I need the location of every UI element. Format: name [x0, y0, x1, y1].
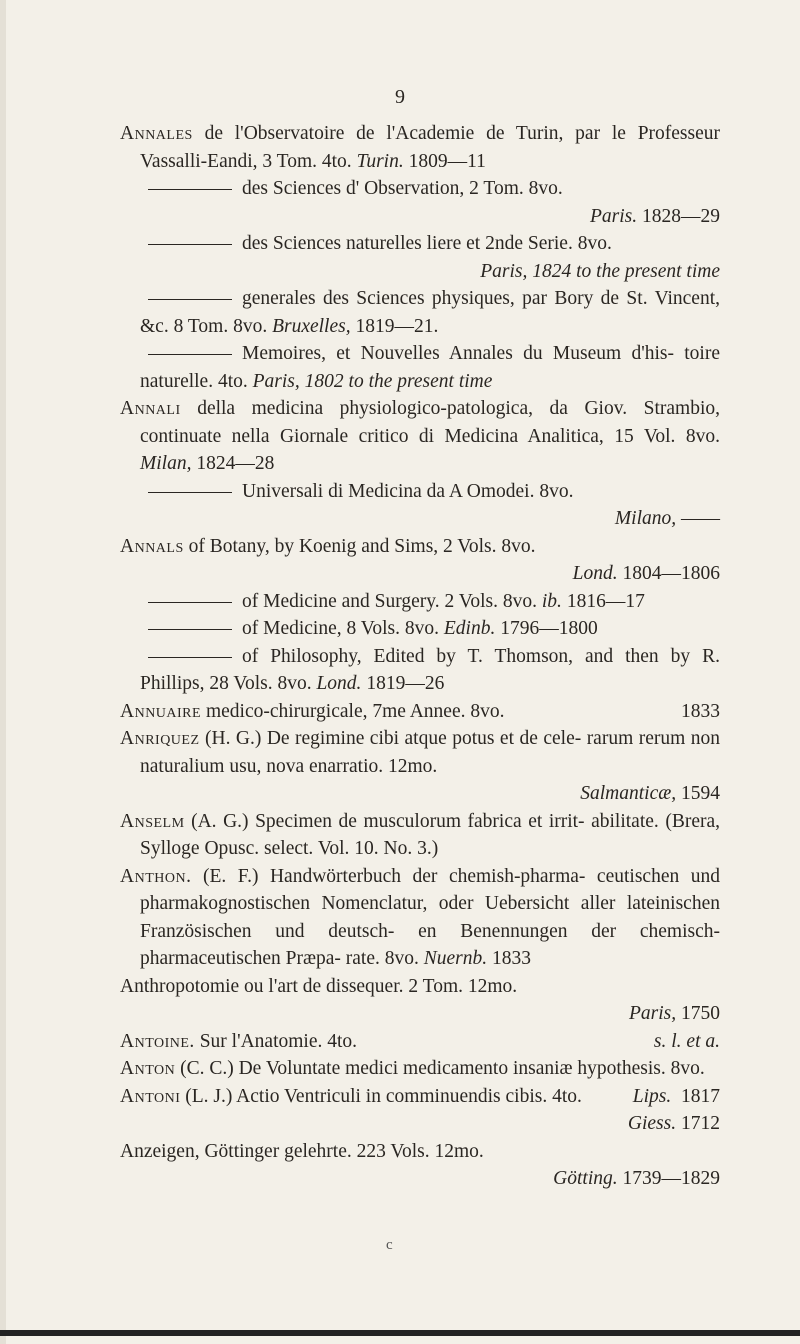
- entry-date: 1796—1800: [500, 618, 598, 639]
- entry-text: (E. F.) Handwörterbuch der chemish-pharma- ceutischen und pharmakognostischen Nomenclatur, oder Uebersicht aller lateinischen Französischen und deutsch- en Benennungen der chemisch-pharmaceutischen Præpa- rate. 8vo.: [140, 865, 720, 969]
- entry-date: 1712: [681, 1113, 720, 1134]
- entry-place: Lond.: [572, 563, 618, 584]
- ditto-dash: [148, 244, 232, 245]
- entry-date: 1817: [681, 1085, 720, 1107]
- entry-text: des Sciences naturelles liere et 2nde Serie. 8vo.: [242, 233, 612, 254]
- ditto-dash: [148, 492, 232, 493]
- entry-annuaire: [120, 698, 720, 726]
- entry-text: of Philosophy, Edited by T. Thomson, and then by R. Phillips, 28 Vols. 8vo.: [140, 645, 720, 694]
- entry-place: Salmanticæ,: [580, 783, 677, 804]
- entry-heading: Annali: [120, 398, 181, 419]
- entry-heading: Annales: [120, 123, 193, 144]
- entry-date: 1816—17: [566, 590, 645, 612]
- bottom-page-edge: [0, 1330, 800, 1336]
- entry-heading: Anriquez: [120, 728, 200, 749]
- entry-imprint: [140, 780, 720, 808]
- entry-heading: Antoine.: [120, 1030, 195, 1052]
- entry-date: 1824 to the present time: [532, 260, 720, 282]
- entry-heading: Anthropotomie: [120, 975, 240, 997]
- entry-text: of Medicine and Surgery. 2 Vols. 8vo.: [242, 590, 538, 612]
- entry-text: (L. J.) Actio Ventriculi in comminuendis cibis. 4to.: [185, 1085, 582, 1107]
- entry-text: (H. G.) De regimine cibi atque potus et de cele- rarum rerum non naturalium usu, nova enarratio. 12mo.: [140, 728, 720, 777]
- bibliography-list: [120, 120, 720, 1193]
- ditto-dash: [148, 299, 232, 300]
- entry-date: 1750: [681, 1003, 720, 1024]
- entry-imprint: [140, 560, 720, 588]
- entry-text: medico-chirurgicale, 7me Annee. 8vo.: [205, 700, 505, 722]
- entry-place: Paris.: [589, 205, 638, 227]
- entry-date: 1833: [681, 700, 720, 722]
- printer-signature-mark: c: [386, 1237, 393, 1253]
- entry-annali-universali: [120, 478, 720, 533]
- entry-date: 1828—29: [642, 205, 720, 227]
- entry-text: della medicina physiologico-patologica, da Giov. Strambio, continuate nella Giornale critico di Medicina Analitica, 15 Vol. 8vo.: [140, 398, 720, 447]
- entry-place: Giess.: [627, 1113, 677, 1134]
- entry-annali-medicina: [120, 395, 720, 478]
- entry-annales-memoires: [120, 340, 720, 395]
- entry-imprint: [140, 1000, 720, 1028]
- entry-heading: Anthon.: [120, 865, 192, 887]
- entry-place: Bruxelles,: [272, 315, 351, 337]
- entry-place: Lond.: [316, 673, 362, 694]
- entry-annals-philosophy: [120, 643, 720, 698]
- ditto-dash: [148, 629, 232, 630]
- entry-date: 1594: [681, 783, 720, 804]
- entry-text: de l'Observatoire de l'Academie de Turin, par le Professeur Vassalli-Eandi, 3 Tom. 4to.: [140, 123, 721, 172]
- entry-date: 1819—21.: [355, 315, 439, 337]
- entry-place: Götting.: [553, 1168, 618, 1189]
- entry-text: Sur l'Anatomie. 4to.: [199, 1030, 358, 1052]
- ditto-dash: [148, 657, 232, 658]
- entry-place: s. l. et a.: [653, 1030, 720, 1052]
- entry-text: des Sciences d' Observation, 2 Tom. 8vo.: [242, 178, 563, 199]
- entry-place: Paris,: [628, 1003, 677, 1024]
- entry-date: 1824—28: [196, 453, 275, 474]
- entry-date: 1809—11: [408, 150, 486, 172]
- entry-anselm: [120, 808, 720, 863]
- entry-text: ou l'art de dissequer. 2 Tom. 12mo.: [244, 975, 518, 997]
- entry-text: of Medicine, 8 Vols. 8vo.: [242, 618, 439, 639]
- entry-anthon: [120, 863, 720, 973]
- entry-imprint: [632, 1083, 720, 1111]
- entry-place: Turin.: [356, 150, 404, 172]
- entry-anzeigen: [120, 1138, 720, 1193]
- entry-text: Göttinger gelehrte. 223 Vols. 12mo.: [204, 1140, 484, 1162]
- entry-text: Universali di Medicina da A Omodei. 8vo.: [242, 480, 574, 502]
- page-number: 9: [395, 86, 405, 108]
- ditto-dash: [148, 189, 232, 190]
- entry-text: Memoires, et Nouvelles Annales du Museum d'his- toire naturelle. 4to.: [140, 343, 720, 392]
- entry-anriquez: [120, 725, 720, 808]
- entry-place: Paris,: [480, 260, 528, 282]
- entry-place: Milano,: [614, 508, 677, 529]
- entry-place: Lips.: [632, 1085, 672, 1107]
- entry-annals-botany: [120, 533, 720, 588]
- entry-date: 1802 to the present time: [304, 370, 493, 392]
- entry-anthropotomie: [120, 973, 720, 1028]
- ditto-dash: [148, 354, 232, 355]
- entry-annales-sciences-observation: [120, 175, 720, 230]
- entry-imprint: [140, 1110, 720, 1138]
- entry-antoni: [120, 1083, 720, 1138]
- entry-text: (A. G.) Specimen de musculorum fabrica et irrit- abilitate. (Brera, Sylloge Opusc. select. Vol. 10. No. 3.): [140, 810, 721, 859]
- entry-heading: Anzeigen,: [120, 1140, 200, 1162]
- entry-place: Paris,: [252, 370, 300, 392]
- entry-heading: Annals: [120, 535, 184, 557]
- entry-annales-generales: [120, 285, 720, 340]
- entry-annals-medicine: [120, 615, 720, 643]
- entry-date: ——: [681, 508, 720, 529]
- entry-place: ib.: [541, 590, 562, 612]
- entry-annales-sciences-naturelles: [120, 230, 720, 285]
- entry-date: 1833: [491, 948, 531, 969]
- entry-date: 1739—1829: [622, 1168, 720, 1189]
- entry-imprint: [140, 1165, 720, 1193]
- entry-text: generales des Sciences physiques, par Bory de St. Vincent, &c. 8 Tom. 8vo.: [140, 288, 720, 337]
- entry-imprint: [140, 505, 720, 533]
- entry-place: Nuernb.: [423, 948, 488, 969]
- entry-imprint: [140, 203, 720, 231]
- entry-text: of Botany, by Koenig and Sims, 2 Vols. 8vo.: [188, 535, 536, 557]
- entry-imprint: [140, 258, 720, 286]
- page-edge-shadow: [0, 0, 6, 1344]
- entry-date: 1819—26: [366, 673, 445, 694]
- entry-date: 1804—1806: [622, 563, 720, 584]
- entry-text: (C. C.) De Voluntate medici medicamento insaniæ hypothesis. 8vo.: [180, 1058, 705, 1079]
- entry-place: Edinb.: [443, 618, 496, 639]
- entry-heading: Anton: [120, 1058, 176, 1079]
- entry-heading: Antoni: [120, 1085, 181, 1107]
- entry-antoine: [120, 1028, 720, 1056]
- entry-annales-observatoire: [120, 120, 720, 175]
- entry-heading: Anselm: [120, 810, 185, 832]
- entry-heading: Annuaire: [120, 700, 202, 722]
- ditto-dash: [148, 602, 232, 603]
- entry-place: Milan,: [140, 453, 192, 474]
- entry-annals-medicine-surgery: [120, 588, 720, 616]
